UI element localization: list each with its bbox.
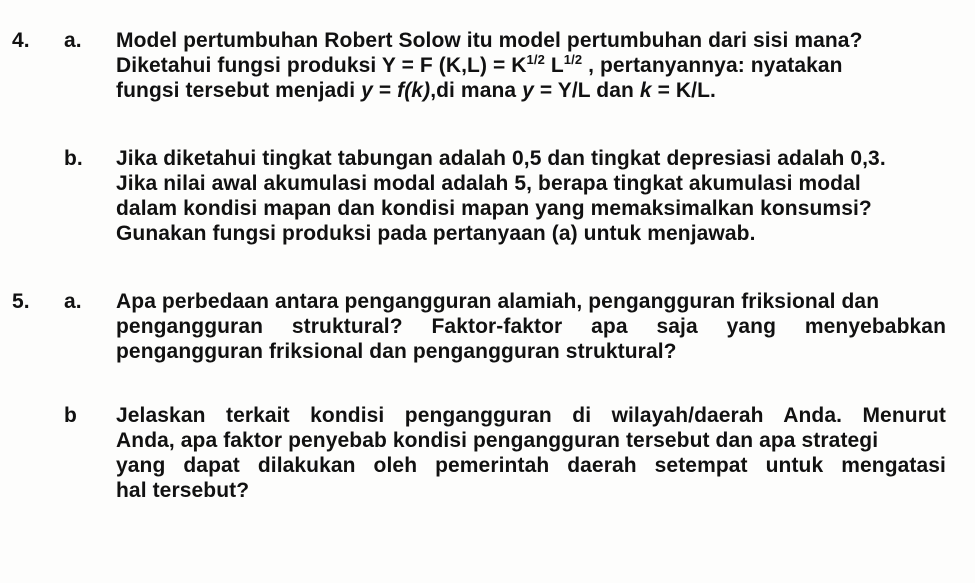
- question-4b-line-2: Jika nilai awal akumulasi modal adalah 5, berapa tingkat akumulasi modal: [116, 172, 861, 195]
- question-4a-line-3-mid2: = Y/L dan: [533, 79, 640, 102]
- question-4a-line-2-post: , pertanyannya: nyatakan: [582, 54, 843, 77]
- question-5a-line-1: Apa perbedaan antara pengangguran alamiah, pengangguran friksional dan: [116, 290, 880, 313]
- question-4b-text: [116, 146, 946, 246]
- question-5b-line-3: yang dapat dilakukan oleh pemerintah daerah setempat untuk mengatasi: [116, 454, 946, 477]
- question-4b-line-4: Gunakan fungsi produksi pada pertanyaan (a) untuk menjawab.: [116, 222, 756, 245]
- question-5a-line-2: pengangguran struktural? Faktor-faktor apa saja yang menyebabkan: [116, 315, 946, 338]
- question-4: [0, 22, 975, 272]
- question-5: [0, 285, 975, 525]
- question-4a-line-3-post: = K/L.: [651, 79, 716, 102]
- question-5b-line-4: hal tersebut?: [116, 479, 250, 502]
- question-5a-label: a.: [64, 290, 82, 313]
- question-4a-line-3: [116, 78, 946, 103]
- question-4a-line-1: Model pertumbuhan Robert Solow itu model pertumbuhan dari sisi mana?: [116, 29, 863, 52]
- question-4b-line-3: dalam kondisi mapan dan kondisi mapan yang memaksimalkan konsumsi?: [116, 197, 872, 220]
- question-5b-label: b: [64, 404, 77, 427]
- function-fk: f(k): [397, 79, 431, 102]
- var-y: y: [361, 79, 373, 102]
- question-4a-text: [116, 28, 946, 103]
- question-4a-line-2-mid: L: [544, 54, 564, 77]
- question-4b-line-1: Jika diketahui tingkat tabungan adalah 0,5 dan tingkat depresiasi adalah 0,3.: [116, 147, 886, 170]
- question-5-number: 5.: [12, 290, 30, 313]
- question-4a-label: a.: [64, 29, 82, 52]
- question-4-number: 4.: [12, 29, 30, 52]
- question-4a-line-2-pre: Diketahui fungsi produksi Y = F (K,L) = K: [116, 54, 527, 77]
- question-5a-text: [116, 289, 946, 364]
- question-5b-line-2: Anda, apa faktor penyebab kondisi pengangguran tersebut dan apa strategi: [116, 429, 879, 452]
- question-5a-line-3: pengangguran friksional dan pengangguran struktural?: [116, 340, 677, 363]
- var-k: k: [639, 79, 652, 102]
- question-5b-line-1: Jelaskan terkait kondisi pengangguran di wilayah/daerah Anda. Menurut: [116, 404, 946, 427]
- question-4b-label: b.: [64, 147, 83, 170]
- var-y-second: y: [522, 79, 534, 102]
- exponent-l: 1/2: [563, 52, 583, 67]
- question-4a-line-2: [116, 53, 946, 78]
- question-4a-line-3-pre: fungsi tersebut menjadi: [116, 79, 362, 102]
- question-4a-line-3-mid: ,di mana: [430, 79, 523, 102]
- question-5b-text: [116, 403, 946, 503]
- exponent-k: 1/2: [526, 52, 545, 67]
- equals-sign: =: [372, 79, 398, 102]
